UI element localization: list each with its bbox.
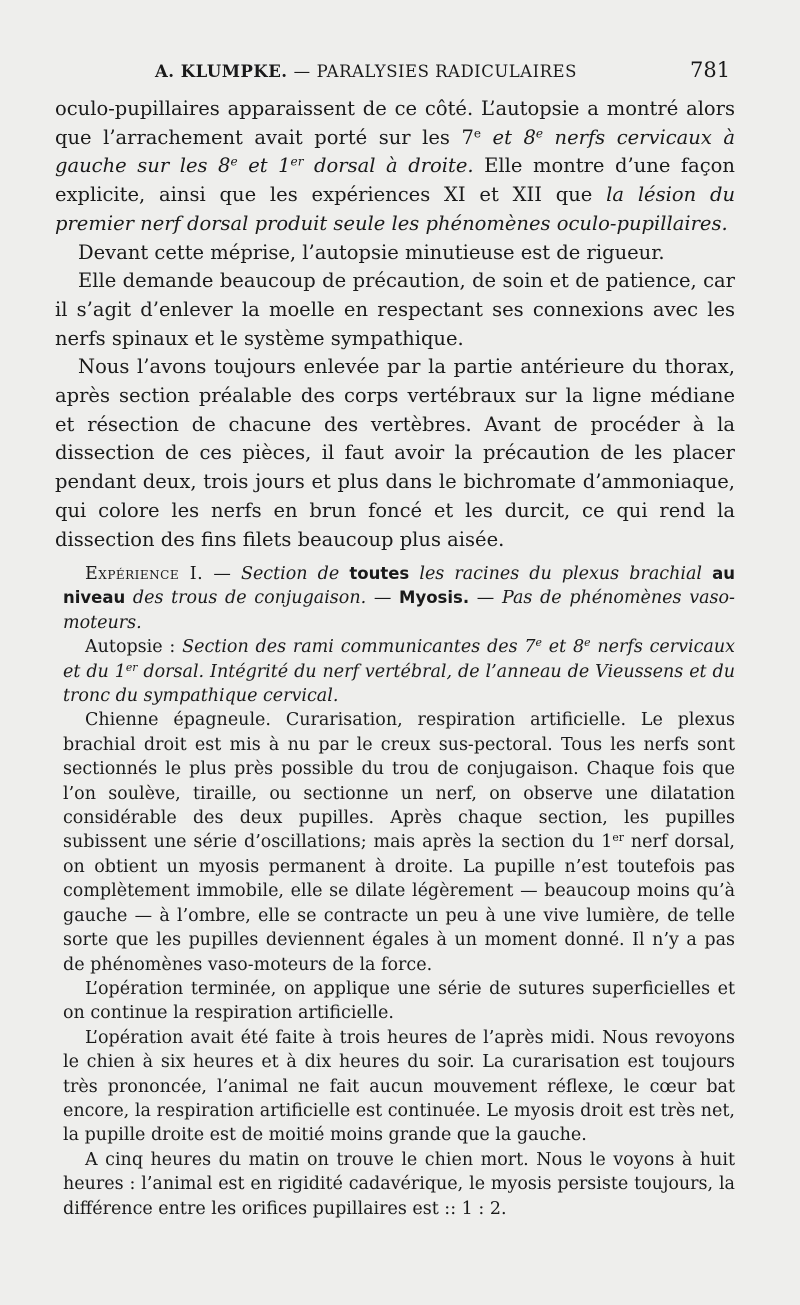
header-author: A. KLUMPKE.: [155, 62, 288, 81]
p1-italic-3: et 1: [237, 154, 291, 178]
autopsie-text-2: et 8: [541, 637, 585, 658]
paragraph-4: Nous l’avons toujours enlevée par la partie antérieure du thorax, après section préalable des corps vertébraux sur la ligne médiane et résection de chacune des vertèbres. Avant de procéder à la dissection de ces pièces, il faut avoir la précaution de les placer pendant deux, trois jours et plus dans le bichromate d’ammoniaque, qui colore les nerfs en brun foncé et les durcit, ce qui rend la dissection des fins filets beaucoup plus aisée.: [55, 355, 735, 551]
exp-title-3: les racines du plexus brachial: [419, 564, 702, 584]
experience-paragraph-3: L’opération avait été faite à trois heures de l’après midi. Nous revoyons le chien à six heures et à dix heures du soir. La curarisation est toujours très prononcée, l’animal ne fait aucun mouvement réflexe, le cœur bat encore, la respiration artificielle est continuée. Le myosis droit est très net, la pupille droite est de moitié moins grande que la gauche.: [63, 1027, 735, 1146]
autopsie-text-4: dorsal. Intégrité du nerf vertébral, de l’anneau de Vieussens et du tronc du sympathique cervical.: [63, 661, 735, 707]
exp-title-7: Pas de phénomènes vaso-moteurs.: [63, 588, 735, 633]
experience-label: Expérience I.: [85, 564, 204, 584]
experience-heading: [63, 562, 735, 635]
header-title: PARALYSIES RADICULAIRES: [316, 62, 577, 81]
experience-paragraph-2: L’opération terminée, on applique une série de sutures superficielles et on continue la respiration artificielle.: [63, 978, 735, 1024]
exp-title-4: au niveau: [63, 564, 735, 608]
experience-paragraph-1: [63, 708, 735, 976]
p1-italic-5: la lésion du premier nerf dorsal produit seule les phénomènes oculo-pupillaires.: [55, 183, 735, 235]
running-header: [0, 58, 800, 88]
paragraph-2: Devant cette méprise, l’autopsie minutieuse est de rigueur.: [78, 240, 665, 264]
experience-dash-1: —: [203, 564, 241, 584]
autopsie-sup-1: e: [535, 636, 542, 650]
exp-p1-text-a: Chienne épagneule. Curarisation, respiration artificielle. Le plexus brachial droit est mis à nu par le creux sus-pectoral. Tous les nerfs sont sectionnés le plus près possible du trou de conjugaison. Chaque fois que l’on soulève, tiraille, ou sectionne un nerf, on observe une dilatation considérable des deux pupilles. Après chaque section, les pupilles subissent une série d’oscillations; mais après la section du 1: [63, 710, 735, 853]
experience-dash-3: —: [469, 588, 502, 609]
p1-sup-3: e: [230, 154, 238, 169]
paragraph-3: Elle demande beaucoup de précaution, de soin et de patience, car il s’agit d’enlever la moelle en respectant ses connexions avec les nerfs spinaux et le système sympathique.: [55, 269, 735, 350]
main-text: [55, 95, 735, 554]
exp-title-2: toutes: [349, 564, 410, 583]
paragraph-1: [55, 95, 735, 239]
exp-p1-sup: er: [612, 831, 624, 845]
p1-sup-2: e: [535, 126, 544, 141]
exp-p1-text-b: nerf dorsal, on obtient un myosis permanent à droite. La pupille n’est toutefois pas complètement immobile, elle se dilate légèrement — beaucoup moins qu’à gauche — à l’ombre, elle se contracte un peu à une vive lumière, de telle sorte que les pupilles deviennent égales à un moment donné. Il n’y a pas de phénomènes vaso-moteurs de la force.: [63, 832, 735, 975]
autopsie-sup-3: er: [125, 660, 138, 674]
autopsie-text-1: Section des rami communicantes des 7: [182, 637, 536, 658]
autopsie-sup-2: e: [584, 636, 591, 650]
experience-paragraph-4: A cinq heures du matin on trouve le chien mort. Nous le voyons à huit heures : l’animal est en rigidité cadavérique, le myosis persiste toujours, la différence entre les orifices pupillaires est :: 1 : 2.: [63, 1149, 735, 1219]
p1-italic-1: et 8: [481, 125, 536, 149]
header-dash: —: [293, 62, 311, 81]
running-title: [155, 62, 577, 81]
p1-italic-2: nerfs cervicaux à gauche sur les 8: [55, 125, 736, 178]
p1-sup-1: e: [473, 126, 482, 141]
p1-sup-4: er: [290, 154, 304, 169]
p1-text-a: oculo-pupillaires apparaissent de ce côté. L’autopsie a montré alors que l’arrachement avait porté sur les 7: [55, 97, 735, 149]
p1-italic-4: dorsal à droite.: [303, 154, 474, 178]
p1-text-b: Elle montre d’une façon explicite, ainsi que les expériences XI et XII que: [55, 154, 735, 207]
experience-dash-2: —: [366, 588, 400, 609]
experience-section: [63, 562, 735, 1221]
autopsie-paragraph: [63, 635, 735, 708]
autopsie-text-3: nerfs cervicaux et du 1: [63, 637, 735, 682]
exp-title-5: des trous de conjugaison.: [132, 588, 367, 609]
page-number: 781: [690, 58, 731, 82]
autopsie-label: Autopsie :: [85, 637, 183, 658]
exp-title-1: Section de: [240, 564, 340, 584]
exp-title-6: Myosis.: [399, 588, 470, 608]
